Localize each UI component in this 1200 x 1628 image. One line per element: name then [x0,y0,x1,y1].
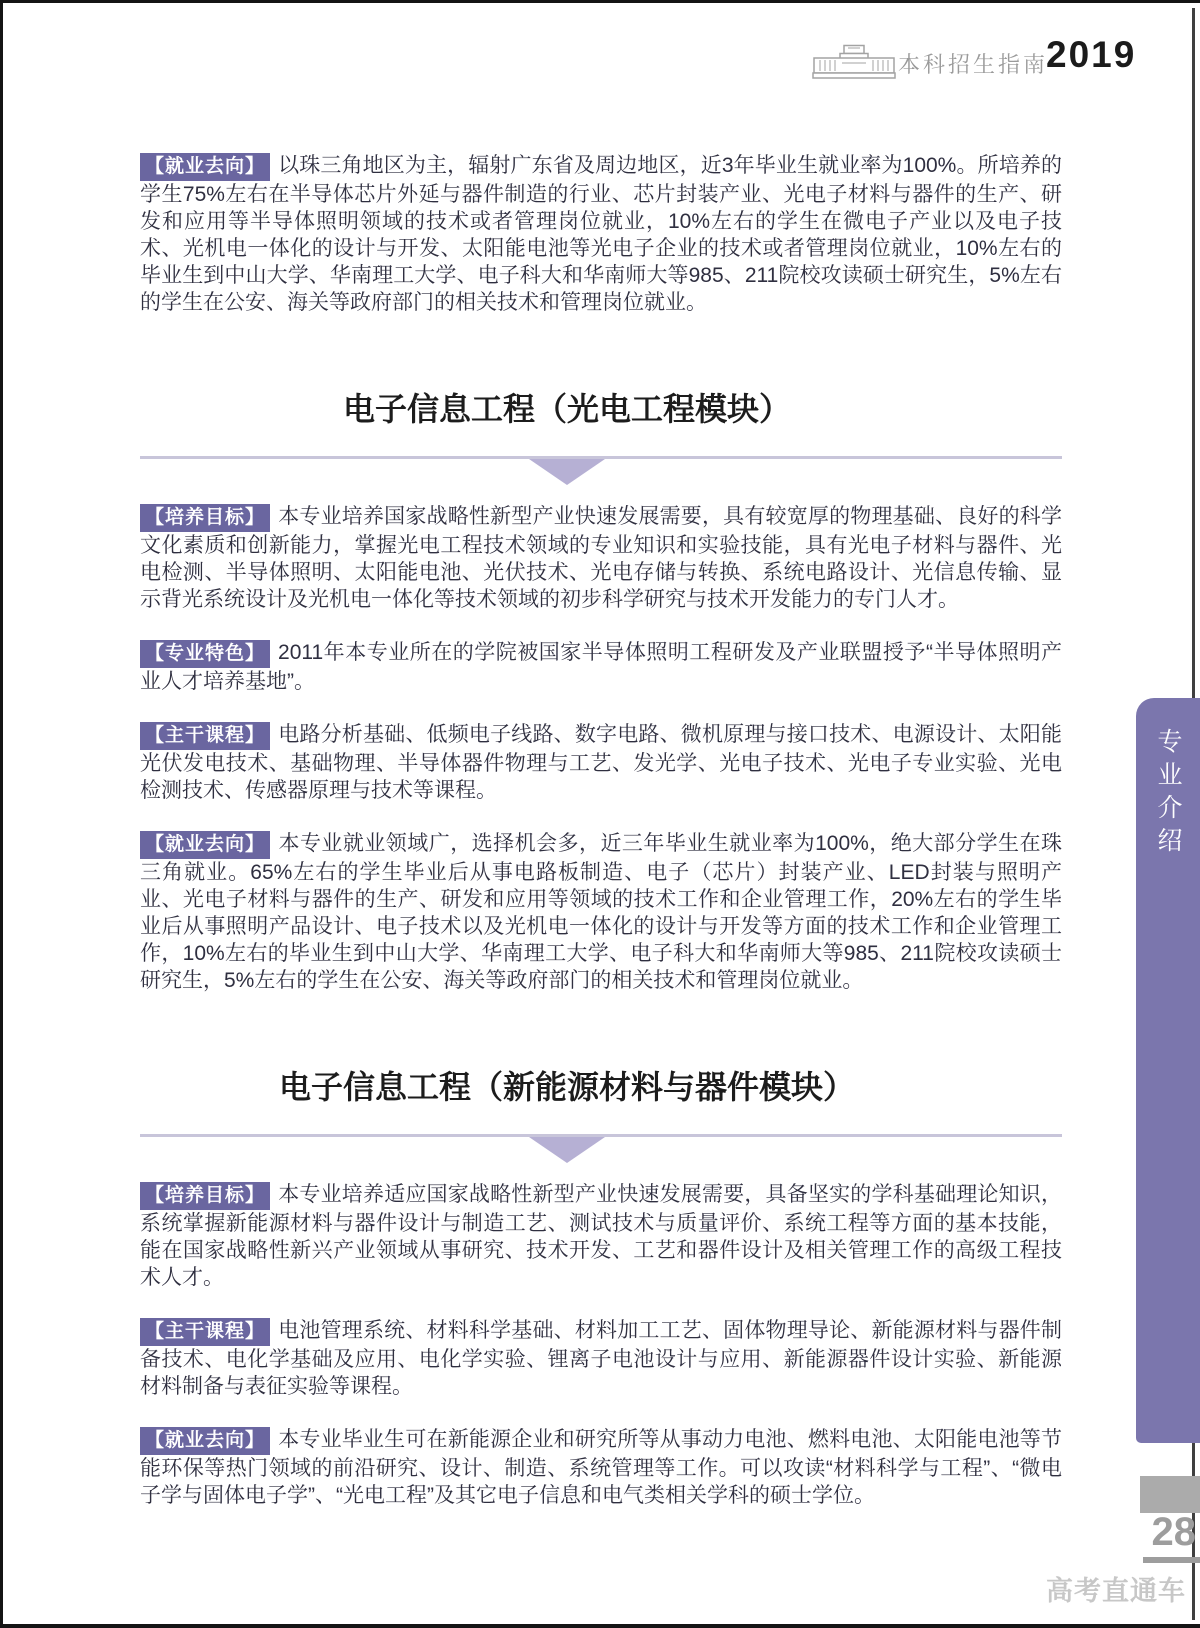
paragraph-employment [140,1426,1062,1509]
paragraph-employment [140,830,1062,994]
label-badge-training-goal: 【培养目标】 [140,1182,270,1210]
label-badge-employment: 【就业去向】 [140,153,270,181]
section-title: 电子信息工程（新能源材料与器件模块） [278,1069,855,1105]
section-title: 电子信息工程（光电工程模块） [342,391,791,427]
section-divider [140,456,1062,459]
paragraph-text: 2011年本专业所在的学院被国家半导体照明工程研发及产业联盟授予“半导体照明产业人才培养基地”。 [140,641,1062,693]
down-arrow-icon [529,1137,605,1163]
chapter-tab-major-introduction [1136,698,1200,1443]
down-arrow-icon [529,459,605,485]
guide-year: 2019 [1046,34,1137,75]
page-number: 28 [1151,1510,1196,1554]
watermark-text: 高考直通车 [1046,1576,1186,1606]
paragraph-training-goal [140,503,1062,613]
paragraph-text: 本专业毕业生可在新能源企业和研究所等从事动力电池、燃料电池、太阳能电池等节能环保等热门领域的前沿研究、设计、制造、系统管理等工作。可以攻读“材料科学与工程”、“微电子学与固体电子学”、“光电工程”及其它电子信息和电气类相关学科的硕士学位。 [140,1428,1062,1507]
university-building-icon [812,44,896,85]
paragraph-employment-intro [140,152,1062,316]
paragraph-text: 本专业培养国家战略性新型产业快速发展需要，具有较宽厚的物理基础、良好的科学文化素质和创新能力，掌握光电工程技术领域的专业知识和实验技能，具有光电子材料与器件、光电检测、半导体照明、太阳能电池、光伏技术、光电存储与转换、系统电路设计、光信息传输、显示背光系统设计及光机电一体化等技术领域的初步科学研究与技术开发能力的专门人才。 [140,505,1062,611]
paragraph-main-courses [140,721,1062,804]
paragraph-text: 本专业培养适应国家战略性新型产业快速发展需要，具备坚实的学科基础理论知识，系统掌握新能源材料与器件设计与制造工艺、测试技术与质量评价、系统工程等方面的基本技能，能在国家战略性新兴产业领域从事研究、技术开发、工艺和器件设计及相关管理工作的高级工程技术人才。 [140,1183,1062,1289]
label-badge-main-courses: 【主干课程】 [140,722,270,750]
label-badge-major-feature: 【专业特色】 [140,640,270,668]
paragraph-text: 以珠三角地区为主，辐射广东省及周边地区，近3年毕业生就业率为100%。所培养的学生75%左右在半导体芯片外延与器件制造的行业、芯片封装产业、光电子材料与器件的生产、研发和应用等半导体照明领域的技术或者管理岗位就业，10%左右的学生在微电子产业以及电子技术、光机电一体化的设计与开发、太阳能电池等光电子企业的技术或者管理岗位就业，10%左右的毕业生到中山大学、华南理工大学、电子科大和华南师大等985、211院校攻读硕士研究生，5%左右的学生在公安、海关等政府部门的相关技术和管理岗位就业。 [140,154,1062,314]
section-header-new-energy [140,1064,1062,1137]
label-badge-training-goal: 【培养目标】 [140,504,270,532]
section-divider [140,1134,1062,1137]
section-header-optoelectronics [140,386,1062,459]
label-badge-main-courses: 【主干课程】 [140,1318,270,1346]
paragraph-main-courses [140,1317,1062,1400]
label-badge-employment: 【就业去向】 [140,831,270,859]
page-content [140,152,1062,1535]
guide-title: 本科招生指南 [898,52,1049,77]
paragraph-text: 电路分析基础、低频电子线路、数字电路、微机原理与接口技术、电源设计、太阳能光伏发电技术、基础物理、半导体器件物理与工艺、发光学、光电子技术、光电子专业实验、光电检测技术、传感器原理与技术等课程。 [140,723,1062,802]
footer-gray-box [1140,1476,1200,1513]
paragraph-major-feature [140,639,1062,695]
paragraph-text: 电池管理系统、材料科学基础、材料加工工艺、固体物理导论、新能源材料与器件制备技术、电化学基础及应用、电化学实验、锂离子电池设计与应用、新能源器件设计实验、新能源材料制备与表征实验等课程。 [140,1319,1062,1398]
chapter-tab-label: 专业介绍 [1154,728,1182,860]
paragraph-training-goal [140,1181,1062,1291]
label-badge-employment: 【就业去向】 [140,1427,270,1455]
paragraph-text: 本专业就业领域广，选择机会多，近三年毕业生就业率为100%，绝大部分学生在珠三角就业。65%左右的学生毕业后从事电路板制造、电子（芯片）封装产业、LED封装与照明产业、光电子材料与器件的生产、研发和应用等领域的技术工作和企业管理工作，20%左右的学生毕业后从事照明产品设计、电子技术以及光机电一体化的设计与开发等方面的技术工作和企业管理工作，10%左右的毕业生到中山大学、华南理工大学、电子科大和华南师大等985、211院校攻读硕士研究生，5%左右的学生在公安、海关等政府部门的相关技术和管理岗位就业。 [140,832,1062,992]
footer-gray-bar [1143,1557,1200,1563]
